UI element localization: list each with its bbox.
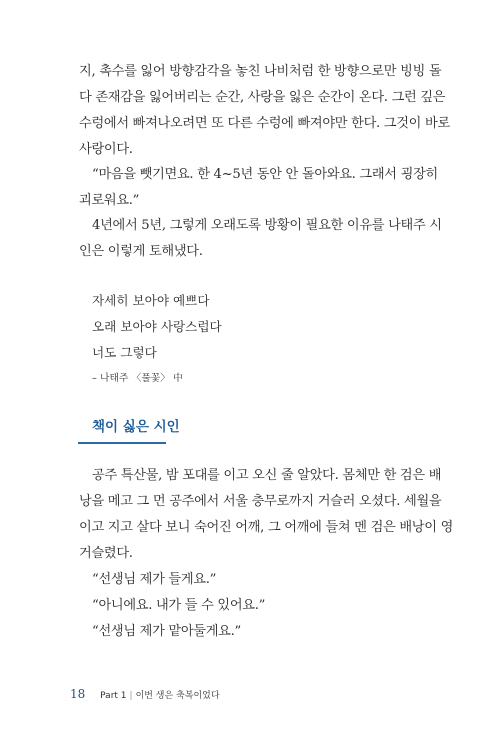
poem-line: 오래 보아야 사랑스럽다 [92,319,222,334]
body-text-line: 4년에서 5년, 그렇게 오래도록 방황이 필요한 이유를 나태주 시 [92,218,442,233]
dialogue-line: “선생님 제가 맡아둘게요.” [92,624,241,639]
page-number: 18 [70,687,86,701]
body-text-line: 낭을 메고 그 먼 공주에서 서울 충무로까지 거슬러 오셨다. 세월을 [79,494,442,509]
poem-line: 자세히 보아야 예쁘다 [92,293,210,308]
section-heading-rule [78,442,166,444]
body-text-line: 수렁에서 빠져나오려면 또 다른 수렁에 빠져야만 한다. 그것이 바로 [79,116,450,131]
body-text-line: 이고 지고 살다 보니 숙어진 어깨, 그 어깨에 들쳐 멘 검은 배낭이 영 [79,520,454,535]
dialogue-line: “선생님 제가 들게요.” [92,572,217,587]
part-label: Part 1 [100,691,127,701]
body-text-line: 사랑이다. [79,142,133,157]
quote-line: “마음을 뺏기면요. 한 4~5년 동안 안 돌아와요. 그래서 굉장히 [92,167,438,182]
body-text-line: 지, 촉수를 잃어 방향감각을 놓친 나비처럼 한 방향으로만 빙빙 돌 [79,64,442,79]
body-text-line: 거슬렸다. [79,546,133,561]
page-footer [70,687,220,701]
body-text-line: 공주 특산물, 밤 포대를 이고 오신 줄 알았다. 몸체만 한 검은 배 [92,468,442,483]
dialogue-line: “아니에요. 내가 들 수 있어요.” [92,598,266,613]
footer-separator: | [129,691,133,701]
part-title: 이번 생은 축복이었다 [135,691,220,701]
quote-line: 괴로워요.” [79,193,140,208]
section-heading: 책이 싫은 시인 [92,419,180,435]
poem-source: – 나태주 〈풀꽃〉 中 [92,373,183,384]
body-text-line: 인은 이렇게 토해냈다. [79,244,203,259]
body-text-line: 다 존재감을 잃어버리는 순간, 사랑을 잃은 순간이 온다. 그런 깊은 [79,90,446,105]
poem-line: 너도 그렇다 [92,345,157,360]
